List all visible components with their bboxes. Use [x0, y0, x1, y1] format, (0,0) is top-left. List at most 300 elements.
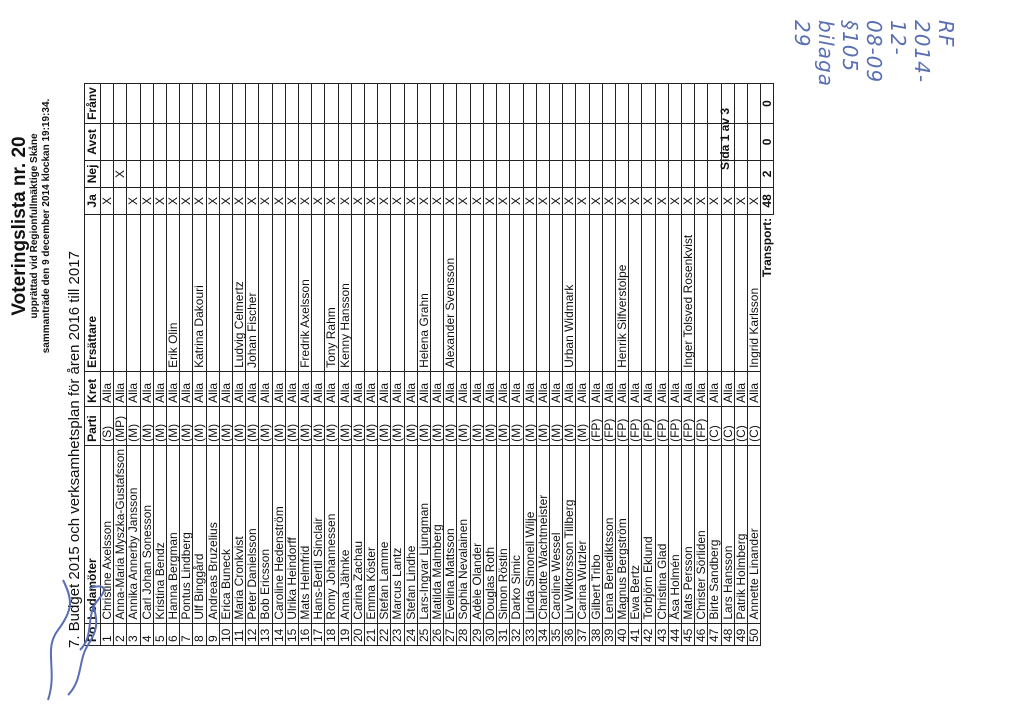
cell-ersattare [536, 214, 549, 371]
cell-franv [338, 84, 351, 124]
cell-ja: X [747, 187, 760, 214]
cell-parti: (M) [312, 406, 325, 445]
cell-ja: X [285, 187, 298, 214]
table-row [378, 84, 391, 646]
cell-parti: (M) [167, 406, 180, 445]
cell-franv [219, 84, 232, 124]
cell-nej [206, 160, 219, 187]
cell-ersattare [351, 214, 364, 371]
cell-name: Erica Buneck [219, 445, 232, 623]
cell-avst [153, 123, 166, 160]
table-row [668, 84, 681, 646]
cell-avst [338, 123, 351, 160]
cell-name: Charlotte Wachtmeister [536, 445, 549, 623]
cell-avst [549, 123, 562, 160]
cell-avst [206, 123, 219, 160]
cell-kret: Alla [101, 371, 114, 406]
cell-name: Bob Ericsson [259, 445, 272, 623]
cell-kret: Alla [153, 371, 166, 406]
cell-avst [734, 123, 747, 160]
cell-po: 21 [365, 623, 378, 645]
cell-parti: (M) [365, 406, 378, 445]
cell-ja: X [655, 187, 668, 214]
cell-ja: X [312, 187, 325, 214]
cell-ersattare [668, 214, 681, 371]
cell-parti: (FP) [695, 406, 708, 445]
cell-name: Romy Johannessen [325, 445, 338, 623]
cell-ersattare [312, 214, 325, 371]
transport-avst: 0 [761, 123, 774, 160]
cell-avst [312, 123, 325, 160]
cell-name: Hanna Bergman [167, 445, 180, 623]
cell-kret: Alla [233, 371, 246, 406]
table-row [153, 84, 166, 646]
cell-ersattare: Tony Rahm [325, 214, 338, 371]
cell-kret: Alla [140, 371, 153, 406]
cell-po: 20 [351, 623, 364, 645]
cell-po: 12 [246, 623, 259, 645]
cell-franv [444, 84, 457, 124]
cell-franv [642, 84, 655, 124]
cell-ja: X [325, 187, 338, 214]
table-row [299, 84, 312, 646]
handwritten-stamp: RF 2014-12-08-09 §105 bilaga 29 [790, 20, 958, 88]
cell-kret: Alla [510, 371, 523, 406]
cell-ja [114, 187, 127, 214]
table-body [101, 84, 761, 646]
cell-po: 50 [747, 623, 760, 645]
cell-ersattare [378, 214, 391, 371]
cell-avst [589, 123, 602, 160]
table-row [233, 84, 246, 646]
cell-avst [114, 123, 127, 160]
cell-kret: Alla [483, 371, 496, 406]
cell-avst [668, 123, 681, 160]
cell-avst [523, 123, 536, 160]
cell-name: Liv Wiktorsson Tillberg [563, 445, 576, 623]
cell-ersattare [140, 214, 153, 371]
cell-po: 6 [167, 623, 180, 645]
cell-franv [483, 84, 496, 124]
cell-ersattare: Ludvig Celmertz [233, 214, 246, 371]
cell-ja: X [457, 187, 470, 214]
cell-nej [180, 160, 193, 187]
cell-nej [233, 160, 246, 187]
cell-ersattare [483, 214, 496, 371]
cell-ja: X [404, 187, 417, 214]
cell-name: Carl Johan Sonesson [140, 445, 153, 623]
transport-franv: 0 [761, 84, 774, 124]
cell-avst [681, 123, 694, 160]
cell-kret: Alla [536, 371, 549, 406]
cell-ersattare [153, 214, 166, 371]
cell-po: 25 [417, 623, 430, 645]
cell-kret: Alla [299, 371, 312, 406]
cell-po: 39 [602, 623, 615, 645]
cell-parti: (M) [536, 406, 549, 445]
cell-ja: X [153, 187, 166, 214]
cell-ja: X [695, 187, 708, 214]
cell-nej [734, 160, 747, 187]
cell-name: Caroline Wessel [549, 445, 562, 623]
cell-ersattare [655, 214, 668, 371]
table-row [206, 84, 219, 646]
cell-kret: Alla [272, 371, 285, 406]
cell-franv [668, 84, 681, 124]
cell-ja: X [299, 187, 312, 214]
cell-ja: X [497, 187, 510, 214]
cell-po: 8 [193, 623, 206, 645]
cell-franv [470, 84, 483, 124]
cell-kret: Alla [351, 371, 364, 406]
cell-avst [417, 123, 430, 160]
cell-ersattare: Johan Fischer [246, 214, 259, 371]
cell-po: 22 [378, 623, 391, 645]
cell-ersattare [576, 214, 589, 371]
cell-kret: Alla [681, 371, 694, 406]
cell-kret: Alla [576, 371, 589, 406]
table-row [193, 84, 206, 646]
cell-po: 7 [180, 623, 193, 645]
cell-name: Patrik Holmberg [734, 445, 747, 623]
cell-parti: (M) [470, 406, 483, 445]
cell-po: 17 [312, 623, 325, 645]
transport-row [761, 84, 774, 646]
cell-parti: (M) [285, 406, 298, 445]
cell-ja: X [193, 187, 206, 214]
cell-po: 30 [483, 623, 496, 645]
cell-name: Adèle Olander [470, 445, 483, 623]
col-franv: Frånv [85, 84, 101, 124]
cell-avst [563, 123, 576, 160]
cell-name: Linda Simonell Wilje [523, 445, 536, 623]
cell-franv [431, 84, 444, 124]
cell-parti: (M) [563, 406, 576, 445]
cell-po: 23 [391, 623, 404, 645]
cell-ersattare [721, 214, 734, 371]
cell-parti: (FP) [642, 406, 655, 445]
cell-franv [734, 84, 747, 124]
cell-name: Peter Danielsson [246, 445, 259, 623]
cell-nej [615, 160, 628, 187]
table-row [734, 84, 747, 646]
cell-avst [285, 123, 298, 160]
table-row [312, 84, 325, 646]
cell-ersattare [127, 214, 140, 371]
cell-kret: Alla [523, 371, 536, 406]
cell-parti: (M) [404, 406, 417, 445]
table-row [549, 84, 562, 646]
cell-parti: (C) [747, 406, 760, 445]
agenda-item: 7. Budget 2015 och verksamhetsplan för åren 2016 till 2017 [66, 251, 83, 648]
cell-franv [417, 84, 430, 124]
cell-po: 27 [444, 623, 457, 645]
cell-po: 45 [681, 623, 694, 645]
cell-ja: X [483, 187, 496, 214]
cell-kret: Alla [325, 371, 338, 406]
cell-name: Torbjörn Eklund [642, 445, 655, 623]
cell-avst [615, 123, 628, 160]
transport-nej: 2 [761, 160, 774, 187]
cell-kret: Alla [312, 371, 325, 406]
cell-ja: X [708, 187, 721, 214]
cell-kret: Alla [206, 371, 219, 406]
cell-ja: X [233, 187, 246, 214]
cell-ersattare [589, 214, 602, 371]
cell-ersattare: Katrina Dakouri [193, 214, 206, 371]
cell-nej [417, 160, 430, 187]
cell-kret: Alla [747, 371, 760, 406]
cell-name: Douglas Roth [483, 445, 496, 623]
cell-ersattare: Inger Tolsved Rosenkvist [681, 214, 694, 371]
cell-franv [549, 84, 562, 124]
cell-ja: X [721, 187, 734, 214]
cell-po: 46 [695, 623, 708, 645]
cell-avst [391, 123, 404, 160]
cell-po: 32 [510, 623, 523, 645]
cell-avst [233, 123, 246, 160]
cell-avst [193, 123, 206, 160]
cell-kret: Alla [338, 371, 351, 406]
cell-parti: (M) [417, 406, 430, 445]
cell-nej [629, 160, 642, 187]
cell-ja: X [365, 187, 378, 214]
cell-avst [655, 123, 668, 160]
cell-franv [629, 84, 642, 124]
cell-po: 28 [457, 623, 470, 645]
cell-parti: (FP) [668, 406, 681, 445]
cell-ja: X [681, 187, 694, 214]
cell-po: 4 [140, 623, 153, 645]
table-row [747, 84, 760, 646]
cell-parti: (M) [259, 406, 272, 445]
cell-kret: Alla [246, 371, 259, 406]
transport-ja: 48 [761, 187, 774, 214]
cell-nej: X [114, 160, 127, 187]
cell-name: Stefan Lindhe [404, 445, 417, 623]
cell-kret: Alla [642, 371, 655, 406]
cell-ja: X [127, 187, 140, 214]
cell-avst [444, 123, 457, 160]
cell-kret: Alla [167, 371, 180, 406]
table-row [510, 84, 523, 646]
cell-nej [272, 160, 285, 187]
cell-avst [101, 123, 114, 160]
cell-nej [351, 160, 364, 187]
table-row [127, 84, 140, 646]
cell-nej [365, 160, 378, 187]
cell-po: 36 [563, 623, 576, 645]
cell-nej [193, 160, 206, 187]
cell-nej [497, 160, 510, 187]
cell-ja: X [576, 187, 589, 214]
cell-name: Åsa Holmén [668, 445, 681, 623]
cell-nej [536, 160, 549, 187]
cell-kret: Alla [219, 371, 232, 406]
cell-po: 48 [721, 623, 734, 645]
cell-ja: X [272, 187, 285, 214]
cell-ersattare [431, 214, 444, 371]
table-row [219, 84, 232, 646]
cell-franv [299, 84, 312, 124]
cell-franv [681, 84, 694, 124]
document-title: Voteringslista nr. 20 [9, 136, 30, 316]
cell-kret: Alla [602, 371, 615, 406]
cell-name: Christina Glad [655, 445, 668, 623]
cell-ersattare [101, 214, 114, 371]
cell-ja: X [101, 187, 114, 214]
cell-nej [391, 160, 404, 187]
cell-franv [312, 84, 325, 124]
cell-ja: X [431, 187, 444, 214]
table-row [431, 84, 444, 646]
cell-ersattare: Alexander Svensson [444, 214, 457, 371]
cell-nej [325, 160, 338, 187]
cell-nej [589, 160, 602, 187]
cell-ja: X [219, 187, 232, 214]
cell-avst [140, 123, 153, 160]
table-row [325, 84, 338, 646]
cell-franv [193, 84, 206, 124]
cell-avst [483, 123, 496, 160]
cell-ja: X [589, 187, 602, 214]
cell-po: 16 [299, 623, 312, 645]
cell-franv [457, 84, 470, 124]
cell-po: 47 [708, 623, 721, 645]
table-row [536, 84, 549, 646]
cell-ersattare [114, 214, 127, 371]
cell-nej [338, 160, 351, 187]
cell-kret: Alla [721, 371, 734, 406]
cell-parti: (M) [576, 406, 589, 445]
table-row [655, 84, 668, 646]
cell-ersattare [734, 214, 747, 371]
cell-avst [747, 123, 760, 160]
cell-po: 19 [338, 623, 351, 645]
cell-po: 40 [615, 623, 628, 645]
cell-name: Carina Wutzler [576, 445, 589, 623]
cell-ja: X [563, 187, 576, 214]
cell-parti: (M) [193, 406, 206, 445]
cell-ja: X [642, 187, 655, 214]
cell-avst [497, 123, 510, 160]
cell-name: Lars-Ingvar Ljungman [417, 445, 430, 623]
cell-nej [312, 160, 325, 187]
cell-nej [576, 160, 589, 187]
cell-franv [233, 84, 246, 124]
cell-parti: (FP) [602, 406, 615, 445]
cell-parti: (M) [299, 406, 312, 445]
cell-po: 11 [233, 623, 246, 645]
cell-nej [378, 160, 391, 187]
cell-nej [285, 160, 298, 187]
cell-nej [140, 160, 153, 187]
cell-franv [153, 84, 166, 124]
table-row [602, 84, 615, 646]
cell-nej [444, 160, 457, 187]
cell-avst [470, 123, 483, 160]
cell-ja: X [417, 187, 430, 214]
cell-nej [510, 160, 523, 187]
cell-avst [246, 123, 259, 160]
cell-parti: (C) [734, 406, 747, 445]
cell-ersattare: Kenny Hansson [338, 214, 351, 371]
cell-nej [153, 160, 166, 187]
cell-parti: (M) [338, 406, 351, 445]
cell-ja: X [444, 187, 457, 214]
table-row [338, 84, 351, 646]
cell-ersattare [219, 214, 232, 371]
cell-avst [127, 123, 140, 160]
cell-kret: Alla [285, 371, 298, 406]
table-row [351, 84, 364, 646]
cell-ersattare [391, 214, 404, 371]
cell-kret: Alla [417, 371, 430, 406]
cell-name: Lars Hansson [721, 445, 734, 623]
cell-nej [602, 160, 615, 187]
subtitle-line-2: sammanträde den 9 december 2014 klockan 19:19:34. [41, 98, 52, 354]
cell-franv [576, 84, 589, 124]
cell-kret: Alla [589, 371, 602, 406]
cell-parti: (FP) [629, 406, 642, 445]
cell-ja: X [378, 187, 391, 214]
cell-name: Annika Annerby Jansson [127, 445, 140, 623]
cell-parti: (M) [549, 406, 562, 445]
cell-ja: X [351, 187, 364, 214]
cell-po: 18 [325, 623, 338, 645]
cell-name: Pontus Lindberg [180, 445, 193, 623]
cell-ja: X [338, 187, 351, 214]
table-row [483, 84, 496, 646]
table-row [391, 84, 404, 646]
cell-name: Caroline Hedenström [272, 445, 285, 623]
cell-franv [510, 84, 523, 124]
cell-parti: (M) [127, 406, 140, 445]
cell-franv [101, 84, 114, 124]
cell-po: 26 [431, 623, 444, 645]
cell-parti: (M) [140, 406, 153, 445]
cell-po: 49 [734, 623, 747, 645]
cell-po: 24 [404, 623, 417, 645]
cell-ersattare [523, 214, 536, 371]
cell-franv [272, 84, 285, 124]
cell-ersattare [510, 214, 523, 371]
cell-ersattare [457, 214, 470, 371]
col-nej: Nej [85, 160, 101, 187]
cell-po: 33 [523, 623, 536, 645]
cell-parti: (S) [101, 406, 114, 445]
cell-parti: (M) [272, 406, 285, 445]
table-row [629, 84, 642, 646]
cell-po: 42 [642, 623, 655, 645]
table-row [417, 84, 430, 646]
cell-parti: (FP) [655, 406, 668, 445]
col-ja: Ja [85, 187, 101, 214]
cell-franv [127, 84, 140, 124]
cell-ja: X [668, 187, 681, 214]
table-row [272, 84, 285, 646]
table-row [615, 84, 628, 646]
table-row [246, 84, 259, 646]
cell-nej [219, 160, 232, 187]
cell-avst [272, 123, 285, 160]
cell-ersattare [180, 214, 193, 371]
cell-nej [127, 160, 140, 187]
cell-ersattare [602, 214, 615, 371]
cell-name: Ulrika Heindorff [285, 445, 298, 623]
cell-ersattare [404, 214, 417, 371]
cell-ersattare: Urban Widmark [563, 214, 576, 371]
